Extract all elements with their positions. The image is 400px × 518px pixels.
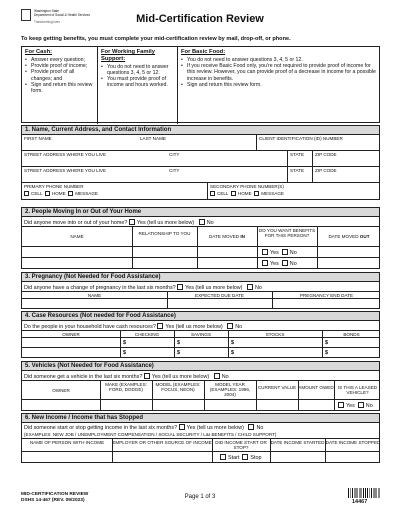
vehicle-question-row [21,371,380,381]
section-4-header: 4. Case Resources (Not needed for Food Assistance) [21,311,380,321]
form-id: 14467 [352,499,368,505]
income-question-text: Did someone start or stop getting income in the last six months? [24,425,178,431]
income-yes-checkbox[interactable] [179,424,185,430]
wf-item: • You do not need to answer questions 3, 4, 5 or 12. [101,64,174,77]
message-checkbox[interactable] [68,191,73,196]
vehicle-question [24,373,229,380]
resources-yes-checkbox[interactable] [157,323,163,329]
stocks-header: STOCKS [265,332,285,337]
street-label: STREET ADDRESS WHERE YOU LIVE [24,152,107,157]
start-label: Start [228,455,240,461]
income-no-checkbox[interactable] [248,424,254,430]
move-question-text: Did anyone move into or out of your home? [24,220,128,226]
pregnancy-question-text: Did anyone have a change of pregnancy in the last six months? [24,285,176,291]
resources-no-checkbox[interactable] [227,323,233,329]
due-date-header: EXPECTED DUE DATE [195,293,244,298]
resources-row-2[interactable] [21,348,380,358]
want-benefits-header: DO YOU WANT BENEFITS FOR THIS PERSON? [258,228,316,238]
leased-choice [338,402,373,409]
secondary-phone-types [210,191,284,196]
date-in-header: DATE MOVED IN [209,234,245,239]
pregnancy-header-row [21,292,380,299]
home-checkbox[interactable] [45,191,50,196]
dollar-sign: $ [231,340,234,346]
section-5-header: 5. Vehicles (Not Needed for Food Assistance) [21,361,380,371]
yes-label: Yes [270,261,279,267]
dollar-sign: $ [123,340,126,346]
yes-checkbox[interactable] [262,260,268,266]
no-label: No [221,374,229,380]
income-question [24,424,263,431]
section-6-header: 6. New Income / Income that has Stopped [21,413,380,423]
pregnancy-entry-row[interactable] [21,299,380,309]
name-header: NAME [87,293,102,298]
move-table-header [21,227,380,247]
end-date-header: PREGNANCY END DATE [299,293,354,298]
no-label: No [289,261,297,267]
no-label: No [254,285,262,291]
page-number: Page 1 of 3 [184,494,216,500]
client-id-label: CLIENT IDENTIFICATION (ID) NUMBER [259,136,343,141]
relationship-header: RELATIONSHIP TO YOU [138,231,191,236]
city-label: CITY [169,152,180,157]
state-label: STATE [290,152,305,157]
message-label: MESSAGE [75,191,98,196]
basic-item: • Sign and return this review form. [181,82,377,88]
vehicle-question-text: Did someone get a vehicle in the last six months? [24,374,143,380]
yes-label: Yes [346,403,355,409]
pregnancy-no-checkbox[interactable] [247,284,253,290]
wf-column [98,47,178,124]
cell-checkbox[interactable] [210,191,215,196]
start-stop-header: DID INCOME START OR STOP? [215,440,267,450]
yes-more-label: Yes (tell us more below) [185,285,243,291]
owner-header: OWNER [62,332,80,337]
no-label: No [235,324,243,330]
savings-header: SAVINGS [190,332,212,337]
income-question-row [21,423,380,439]
address-row-1[interactable] [21,151,380,167]
cell-label: CELL [217,191,229,196]
first-name-label: FIRST NAME [24,136,52,141]
no-label: No [206,220,214,226]
move-row-1[interactable] [21,247,380,258]
barcode-icon [348,488,380,498]
value-header: CURRENT VALUE [257,385,297,390]
last-name-label: LAST NAME [140,136,166,141]
vehicle-header-row [21,381,380,400]
pregnancy-question [24,284,262,291]
yes-checkbox[interactable] [262,249,268,255]
no-checkbox[interactable] [282,249,288,255]
person-header: NAME OF PERSON WITH INCOME [29,440,105,445]
employer-header: EMPLOYER OR OTHER SOURCE OF INCOME [112,440,212,445]
start-stop-choice [220,454,261,461]
dollar-sign: $ [325,340,328,346]
started-header: DATE INCOME STARTED [270,440,325,445]
name-header: NAME [70,234,84,239]
stopped-header: DATE INCOME STOPPED [325,440,381,445]
section-1-header: 1. Name, Current Address, and Contact Information [21,125,380,135]
section-2-header: 2. People Moving In or Out of Your Home [21,207,380,217]
dollar-sign: $ [177,350,180,356]
cash-heading: For Cash: [25,49,53,55]
dollar-sign: $ [231,350,234,356]
address-row-2[interactable] [21,167,380,183]
yes-more-label: Yes (tell us more below) [136,220,195,226]
zip-label: ZIP CODE [315,152,337,157]
cash-column [22,47,98,124]
vehicle-entry-row[interactable] [21,400,380,411]
instructions-box [21,46,380,123]
yes-checkbox[interactable] [338,402,344,408]
owner-header: OWNER [52,388,70,393]
form-title: MID-CERTIFICATION REVIEW [21,492,89,497]
street-label: STREET ADDRESS WHERE YOU LIVE [24,168,107,173]
cash-item: • Provide proof of income; [25,63,94,69]
vehicle-yes-checkbox[interactable] [144,373,150,379]
message-label: MESSAGE [261,191,284,196]
stop-checkbox[interactable] [242,454,248,460]
move-row-2[interactable] [21,258,380,269]
year-header: MODEL YEAR (EXAMPLES: 1996, 2004) [209,382,251,397]
logo-text-2: Department of Social & Health Services [34,12,90,17]
form-number: DSHS 14-467 (REV. 09/2023) [21,498,85,503]
basic-item: • If you receive Basic Food only, you're not required to provide proof of income for this review. However, you can provide proof of a decrease in income for a possible increase in benefits. [181,63,377,82]
move-question-row [21,217,380,227]
logo-tagline: Transforming lives [34,20,60,24]
checking-header: CHECKING [134,332,160,337]
resources-question-row [21,321,380,331]
dollar-sign: $ [123,350,126,356]
state-label: STATE [290,168,305,173]
yes-more-label: Yes (tell us more below) [186,425,244,431]
name-row [21,135,380,151]
resources-question [24,323,242,330]
income-header-row [21,439,380,452]
intro-text: To keep getting benefits, you must complete your mid-certification review by mail, drop-off, or phone. [21,36,291,42]
primary-phone-types [24,191,98,196]
basic-food-column [178,47,380,124]
yes-more-label: Yes (tell us more below) [151,374,210,380]
bonds-header: BONDS [343,332,360,337]
resources-header-row [21,331,380,338]
stop-label: Stop [250,455,262,461]
move-question [24,219,214,226]
model-header: MODEL (EXAMPLES: FOCUS, NEON) [155,382,201,392]
home-label: HOME [51,191,66,196]
cell-checkbox[interactable] [24,191,29,196]
income-examples: (EXAMPLES: NEW JOB / UNEMPLOYMENT COMPENSATION / SOCIAL SECURITY / L&I BENEFITS / CHILD SUPPORT) [24,432,277,437]
pregnancy-question-row [21,282,380,292]
want-benefits-choice [262,249,297,256]
yes-more-label: Yes (tell us more below) [165,324,223,330]
wf-item: • You must provide proof of income and hours worked. [101,76,174,89]
page-title: Mid-Certification Review [136,13,264,25]
city-label: CITY [169,168,180,173]
home-label: HOME [237,191,252,196]
dollar-sign: $ [325,350,328,356]
message-checkbox[interactable] [254,191,259,196]
move-no-checkbox[interactable] [199,219,205,225]
cell-label: CELL [31,191,43,196]
basic-heading: For Basic Food: [181,49,226,55]
resources-question-text: Do the people in your household have cash resources? [24,324,156,330]
yes-label: Yes [270,250,279,256]
wf-heading: For Working Family Support: [101,49,156,62]
vehicle-no-checkbox[interactable] [214,373,220,379]
resources-row-1[interactable] [21,338,380,348]
phone-row [21,183,380,200]
dollar-sign: $ [177,340,180,346]
make-header: MAKE (EXAMPLES: FORD, DODGE) [105,382,147,392]
primary-phone-label: PRIMARY PHONE NUMBER [24,184,84,189]
date-out-header: DATE MOVED OUT [328,234,370,239]
income-entry-row[interactable] [21,452,380,463]
cash-item: • Provide proof of all changes; and [25,69,94,82]
no-label: No [365,403,373,409]
want-benefits-choice [262,260,297,267]
cash-item: • Sign and return this review form. [25,82,94,95]
no-label: No [256,425,264,431]
owed-header: AMOUNT OWED [298,385,334,390]
home-checkbox[interactable] [231,191,236,196]
move-yes-checkbox[interactable] [129,219,135,225]
logo-text-1: Washington State [34,9,60,13]
section-3-header: 3. Pregnancy (Not Needed for Food Assistance) [21,272,380,282]
no-checkbox[interactable] [358,402,364,408]
pregnancy-yes-checkbox[interactable] [177,284,183,290]
start-checkbox[interactable] [220,454,226,460]
secondary-phone-label: SECONDARY PHONE NUMBER(S) [210,184,284,189]
leased-header: IS THIS A LEASED VEHICLE? [337,385,378,395]
no-label: No [289,250,297,256]
no-checkbox[interactable] [282,260,288,266]
cash-item: • Answer every question; [25,57,94,63]
zip-label: ZIP CODE [315,168,337,173]
basic-item: • You do not need to answer questions 3, 4, 5 or 12. [181,57,377,63]
